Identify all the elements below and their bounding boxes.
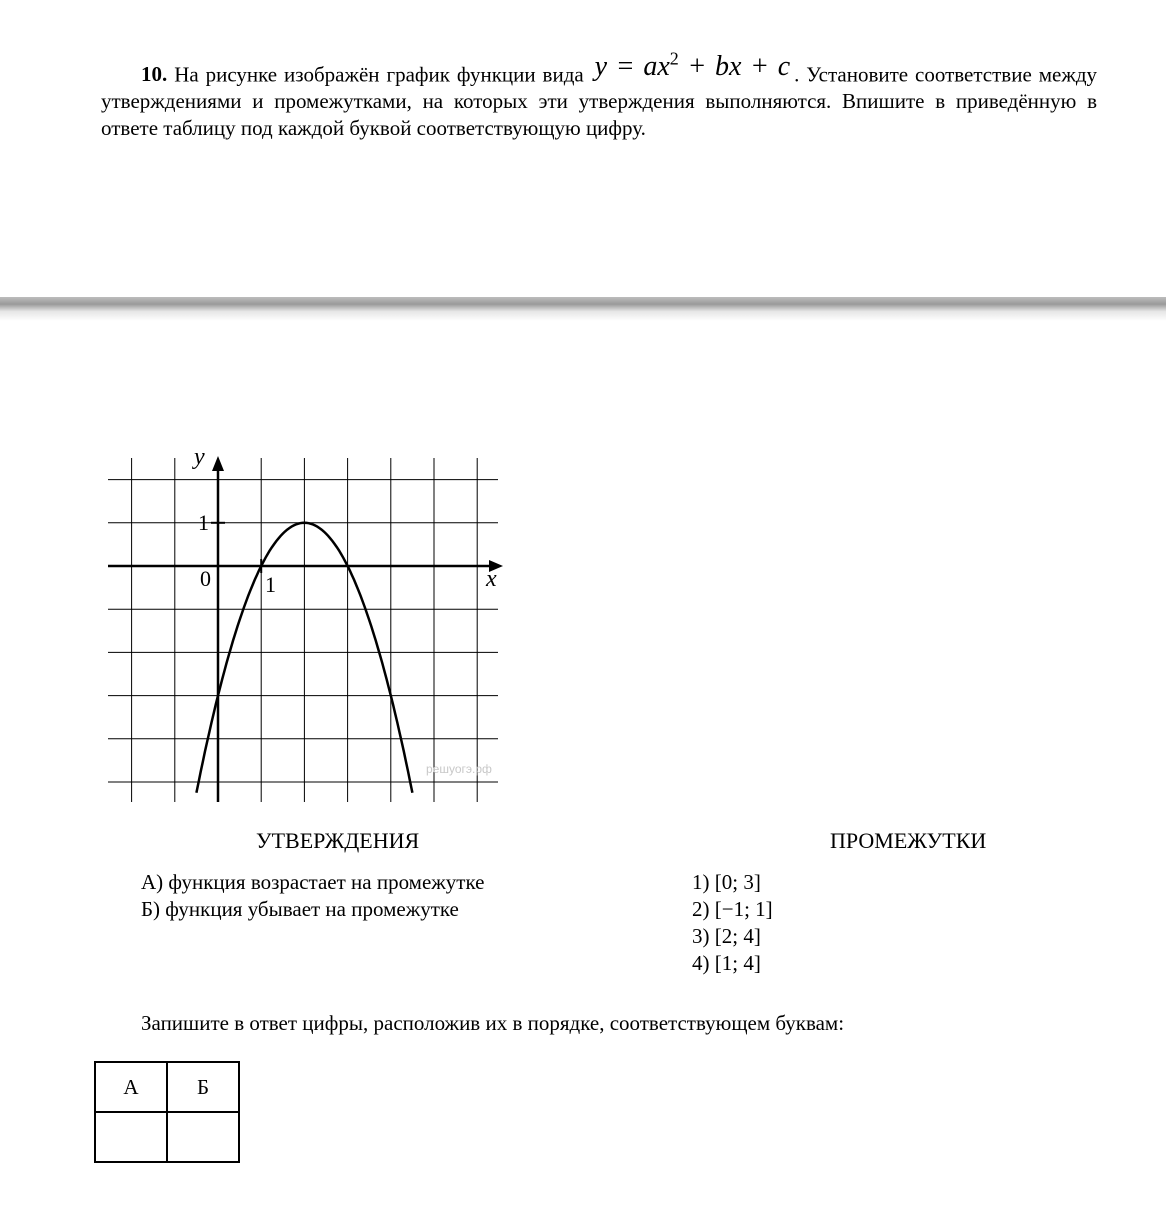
watermark: решуогэ.рф	[426, 762, 492, 776]
statements-header: УТВЕРЖДЕНИЯ	[256, 828, 420, 853]
answer-header-a: А	[95, 1062, 167, 1112]
answer-cell-a[interactable]	[95, 1112, 167, 1162]
statement-a: А) функция возрастает на промежутке	[141, 870, 485, 894]
task-text-before: На рисунке изображён график функции вида	[174, 62, 584, 87]
task-text	[101, 49, 1098, 142]
y-axis-arrow	[212, 456, 224, 471]
task-text-after: . Установите соответствие между утверждениями и промежутками, на которых эти утверждения выполняются. Впишите в приведённую в ответе таблицу под каждой буквой соответствующую цифру.	[101, 62, 1098, 141]
y-tick-label-1: 1	[198, 510, 209, 535]
interval-2: 2) [−1; 1]	[692, 897, 773, 921]
answer-cell-b[interactable]	[167, 1112, 239, 1162]
task-number: 10.	[141, 62, 168, 87]
interval-4: 4) [1; 4]	[692, 951, 761, 975]
interval-1: 1) [0; 3]	[692, 870, 761, 894]
statements-list	[141, 869, 484, 923]
axes	[108, 456, 503, 802]
answer-table	[94, 1061, 240, 1163]
function-graph	[108, 440, 508, 810]
answer-header-b: Б	[167, 1062, 239, 1112]
intervals-header: ПРОМЕЖУТКИ	[830, 828, 987, 853]
x-axis-label: x	[486, 566, 497, 592]
interval-3: 3) [2; 4]	[692, 924, 761, 948]
intervals-list	[692, 869, 773, 977]
instruction: Запишите в ответ цифры, расположив их в порядке, соответствующем буквам:	[141, 1011, 845, 1035]
statement-b: Б) функция убывает на промежутке	[141, 897, 459, 921]
y-axis-label: y	[194, 444, 205, 470]
origin-label: 0	[200, 566, 211, 591]
section-divider	[0, 297, 1166, 321]
grid	[108, 458, 498, 802]
formula: $y = ax^2$ + bx + c	[594, 49, 791, 83]
x-tick-label-1: 1	[265, 572, 276, 597]
